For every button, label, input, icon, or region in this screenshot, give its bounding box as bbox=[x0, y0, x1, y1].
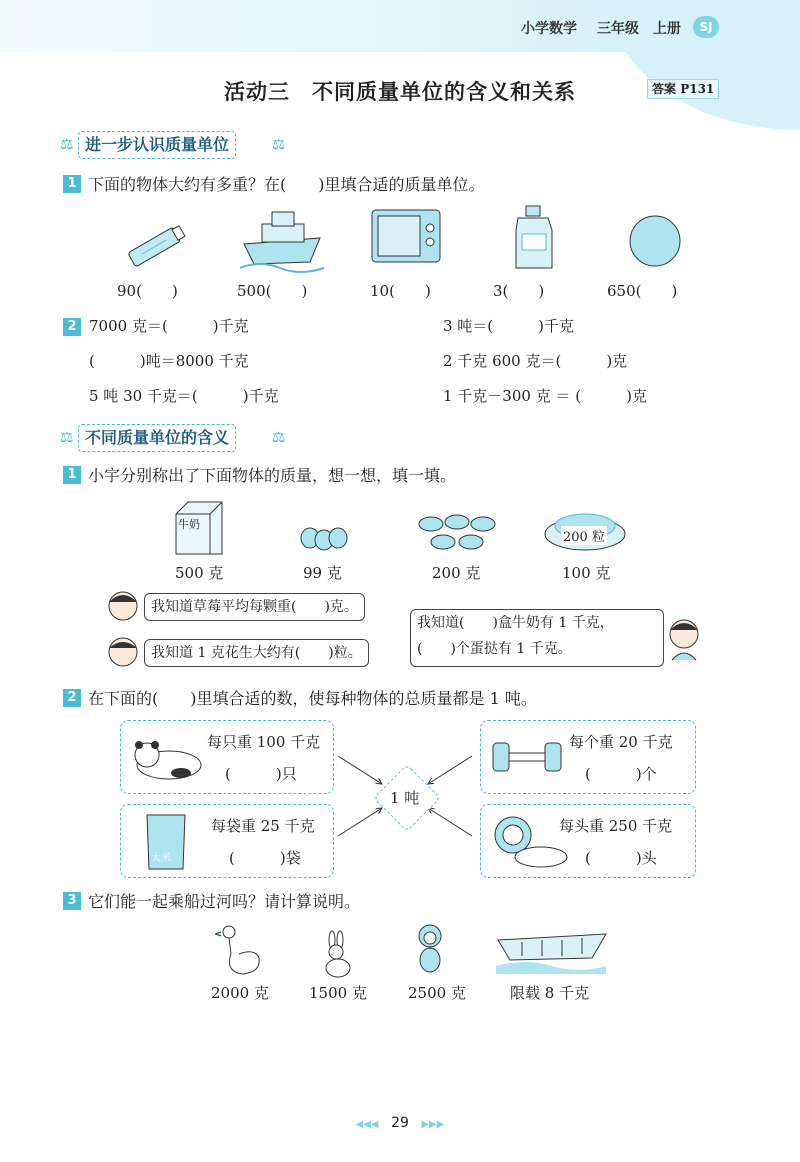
goose-icon bbox=[215, 924, 265, 980]
carton-text: 牛奶 bbox=[178, 518, 200, 531]
right-arrows-icon: ▶▶▶ bbox=[421, 1119, 445, 1130]
strawberry-icon bbox=[298, 522, 350, 554]
item-label: 100 克 bbox=[562, 564, 611, 582]
rabbit-icon bbox=[318, 930, 358, 978]
conversion-line: 3 吨＝( )千克 bbox=[443, 317, 575, 335]
item-label: 200 克 bbox=[432, 564, 481, 582]
item-label: 3( ) bbox=[493, 282, 545, 300]
speech-bubble: 我知道 1 克花生大约有( )粒。 bbox=[144, 639, 369, 667]
box-line2: ( )袋 bbox=[229, 849, 301, 867]
answer-page: P131 bbox=[680, 82, 715, 96]
item-label: 650( ) bbox=[607, 282, 678, 300]
item-label: 1500 克 bbox=[309, 984, 367, 1002]
item-label: 99 克 bbox=[303, 564, 342, 582]
question-number: 2 bbox=[63, 318, 81, 336]
question-number: 1 bbox=[63, 466, 81, 484]
item-label: 90( ) bbox=[117, 282, 178, 300]
box-line1: 每袋重 25 千克 bbox=[211, 817, 315, 835]
box-line1: 每只重 100 千克 bbox=[207, 733, 321, 751]
dumbbell-box bbox=[480, 720, 696, 794]
section-title: 进一步认识质量单位 bbox=[78, 131, 236, 159]
item-label: 2000 克 bbox=[211, 984, 269, 1002]
item-label: 500 克 bbox=[175, 564, 224, 582]
scale-icon: ⚖ bbox=[60, 135, 74, 153]
speech-bubble: 我知道草莓平均每颗重( )克。 bbox=[144, 593, 365, 621]
page-number: 29 bbox=[391, 1115, 409, 1131]
section-title: 不同质量单位的含义 bbox=[78, 424, 236, 452]
box-line2: ( )只 bbox=[225, 765, 297, 783]
center-label: 1 吨 bbox=[390, 789, 420, 807]
scale-icon: ⚖ bbox=[272, 135, 286, 153]
box-line2: ( )头 bbox=[585, 849, 657, 867]
conversion-line: 7000 克＝( )千克 bbox=[89, 317, 249, 335]
ball-icon bbox=[628, 214, 682, 268]
question-text: 它们能一起乘船过河吗？请计算说明。 bbox=[88, 892, 361, 911]
header-volume: 上册 bbox=[653, 21, 681, 37]
answer-ref[interactable] bbox=[647, 79, 719, 99]
boy-avatar-icon bbox=[664, 616, 704, 664]
speech-line: 我知道( )盒牛奶有 1 千克， bbox=[417, 615, 614, 631]
item-label: 500( ) bbox=[237, 282, 308, 300]
question-text: 在下面的( )里填合适的数，使每种物体的总质量都是 1 吨。 bbox=[88, 689, 537, 708]
conversion-line: ( )吨＝8000 千克 bbox=[89, 352, 249, 370]
girl-avatar-icon bbox=[103, 588, 143, 624]
box-line2: ( )个 bbox=[585, 765, 657, 783]
scale-icon: ⚖ bbox=[272, 428, 286, 446]
item-label: 10( ) bbox=[370, 282, 431, 300]
ship-icon bbox=[240, 206, 326, 276]
boat-icon bbox=[496, 928, 608, 976]
speech-bubble bbox=[410, 609, 664, 667]
rice-bag-icon bbox=[143, 811, 189, 871]
box-line1: 每头重 250 千克 bbox=[559, 817, 673, 835]
header-grade: 三年级 bbox=[597, 21, 639, 37]
scale-icon: ⚖ bbox=[60, 428, 74, 446]
monkey-icon bbox=[408, 922, 456, 978]
item-label: 2500 克 bbox=[408, 984, 466, 1002]
milk-carton-icon bbox=[170, 500, 228, 556]
bag-text: 大米 bbox=[151, 853, 171, 864]
boy-avatar-icon bbox=[103, 634, 143, 670]
microwave-icon bbox=[370, 208, 442, 266]
question-number: 3 bbox=[63, 892, 81, 910]
toothpaste-icon bbox=[120, 218, 192, 274]
left-arrows-icon: ◀◀◀ bbox=[355, 1119, 379, 1130]
lion-box bbox=[480, 804, 696, 878]
question-number: 1 bbox=[63, 175, 81, 193]
conversion-line: 1 千克－300 克 ＝ ( )克 bbox=[443, 387, 647, 405]
peanuts-icon bbox=[543, 508, 627, 552]
panda-icon bbox=[129, 735, 203, 781]
answer-label: 答案 bbox=[652, 82, 677, 96]
box-line1: 每个重 20 千克 bbox=[569, 733, 673, 751]
header-subject: 小学数学 bbox=[521, 21, 577, 37]
bottle-icon bbox=[510, 204, 558, 272]
speech-line: ( )个蛋挞有 1 千克。 bbox=[417, 641, 572, 657]
dumbbell-icon bbox=[489, 739, 565, 775]
peanut-count: 200 粒 bbox=[561, 526, 607, 545]
question-text: 小宇分别称出了下面物体的质量，想一想，填一填。 bbox=[88, 466, 457, 485]
header-badge: SJ bbox=[693, 16, 719, 38]
eggs-tart-icon bbox=[415, 512, 503, 556]
question-text: 下面的物体大约有多重？在( )里填合适的质量单位。 bbox=[88, 175, 485, 194]
conversion-line: 2 千克 600 克＝( )克 bbox=[443, 352, 628, 370]
item-label: 限载 8 千克 bbox=[510, 984, 590, 1002]
page-footer bbox=[0, 1115, 800, 1131]
page-title: 活动三 不同质量单位的含义和关系 bbox=[224, 80, 576, 104]
rice-box bbox=[120, 804, 334, 878]
panda-box bbox=[120, 720, 334, 794]
conversion-line: 5 吨 30 千克＝( )千克 bbox=[89, 387, 279, 405]
question-number: 2 bbox=[63, 689, 81, 707]
